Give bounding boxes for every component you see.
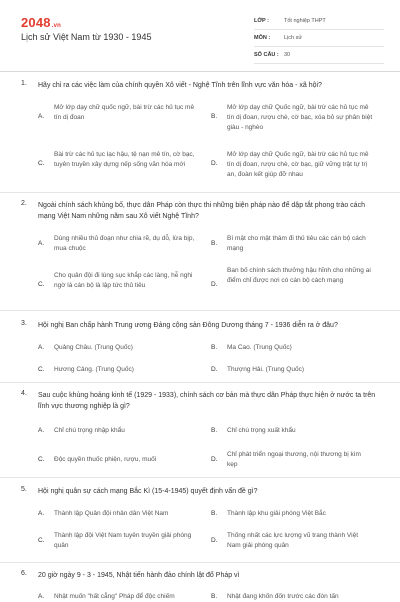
option-letter: D. xyxy=(211,160,218,167)
option-letter: C. xyxy=(38,160,45,167)
question-number: 6. xyxy=(21,570,27,577)
page-header xyxy=(0,0,400,66)
question-separator xyxy=(0,192,400,193)
meta-row-count xyxy=(254,47,384,64)
option-letter: B. xyxy=(211,113,218,120)
option-text: Chỉ chú trọng nhập khẩu xyxy=(54,427,125,434)
question-separator xyxy=(0,562,400,563)
question-text: Sau cuộc khủng hoảng kinh tế (1929 - 1933), chính sách cơ bản mà thực dân Pháp thực hiện ở nước ta trên lĩnh vực thương nghiệp là gì? xyxy=(38,392,376,410)
option-letter: A. xyxy=(38,344,45,351)
option-text: Chỉ chú trọng xuất khẩu xyxy=(227,427,296,434)
option-text: Ma Cao. (Trung Quốc) xyxy=(227,344,292,351)
option-text: Thành lập Quân đội nhân dân Việt Nam xyxy=(54,510,169,517)
question-separator xyxy=(0,310,400,311)
header-divider xyxy=(0,71,400,72)
option-text: Thành lập đội Việt Nam tuyên truyền giải phóng quân xyxy=(54,532,192,549)
question-text: Hãy chỉ ra các việc làm của chính quyền Xô viết - Nghệ Tĩnh trên lĩnh vực văn hóa - xã hội? xyxy=(38,82,322,89)
option-text: Hương Cảng. (Trung Quốc) xyxy=(54,366,134,373)
question-text: Hội nghị quân sự cách mạng Bắc Kì (15-4-1945) quyết định vấn đề gì? xyxy=(38,488,258,495)
option-text: Mở lớp dạy chữ Quốc ngữ, bài trừ các hủ tục mê tín dị đoan, rượu chè, cờ bạc, giữ vững trật tự trị an, đoàn kết giúp đỡ nhau xyxy=(227,151,369,178)
question-number: 3. xyxy=(21,320,27,327)
option-text: Chỉ phát triển ngoại thương, nội thương bị kìm kẹp xyxy=(227,451,361,468)
question-separator xyxy=(0,477,400,478)
option-letter: A. xyxy=(38,593,45,600)
option-text: Ban bố chính sách thưởng hậu hĩnh cho những ai điểm chỉ được nơi có cán bộ cách mạng xyxy=(227,267,371,284)
document-title: Lịch sử Việt Nam từ 1930 - 1945 xyxy=(21,32,152,42)
site-logo[interactable] xyxy=(21,15,61,30)
option-letter: C. xyxy=(38,537,45,544)
option-text: Độc quyền thuốc phiện, rượu, muối xyxy=(54,456,157,463)
question-separator xyxy=(0,382,400,383)
question-number: 1. xyxy=(21,80,27,87)
option-letter: B. xyxy=(211,593,218,600)
option-letter: D. xyxy=(211,366,218,373)
meta-value: Lịch sử xyxy=(284,35,303,41)
option-letter: C. xyxy=(38,456,45,463)
option-text: Nhật đang khốn đốn trước các đòn tấn xyxy=(227,593,339,600)
option-letter: B. xyxy=(211,510,218,517)
option-letter: D. xyxy=(211,537,218,544)
option-letter: D. xyxy=(211,456,218,463)
question-text: 20 giờ ngày 9 - 3 - 1945, Nhật tiến hành đảo chính lật đổ Pháp vì xyxy=(38,572,240,579)
meta-value: 30 xyxy=(284,52,291,58)
option-letter: C. xyxy=(38,366,45,373)
question-number: 2. xyxy=(21,200,27,207)
option-letter: A. xyxy=(38,510,45,517)
question-text: Ngoài chính sách khủng bố, thực dân Pháp còn thực thi những biện pháp nào để dập tắt phong trào cách mạng Việt Nam những năm sau Xô viết Nghệ Tĩnh? xyxy=(38,202,365,220)
meta-row-class xyxy=(254,13,384,30)
option-letter: B. xyxy=(211,240,218,247)
option-letter: A. xyxy=(38,113,45,120)
option-text: Thành lập khu giải phóng Việt Bắc xyxy=(227,510,326,517)
option-text: Mở lớp dạy chữ quốc ngữ, bài trừ các hủ tục mê tín dị đoan xyxy=(54,104,195,121)
meta-table xyxy=(254,13,384,64)
option-text: Bài trừ các hủ tục lạc hậu, tệ nạn mê tín, cờ bạc, tuyên truyền xây dựng nếp sống văn hóa mới xyxy=(54,151,195,168)
option-text: Quảng Châu. (Trung Quốc) xyxy=(54,344,133,351)
meta-value: Tốt nghiệp THPT xyxy=(284,18,326,24)
meta-key: SỐ CÂU : xyxy=(254,52,279,58)
option-text: Bí mật cho mật thám đi thủ tiêu các cán bộ cách mạng xyxy=(227,235,366,252)
option-text: Mở lớp dạy chữ Quốc ngữ, bài trừ các hủ tục mê tín dị đoan, rượu chè, cờ bạc, xóa bỏ sự phân biệt giàu - nghèo xyxy=(227,104,373,131)
option-text: Cho quân đội đi lùng sục khắp các làng, hễ nghi ngờ là cán bộ là lập tức thủ tiêu xyxy=(54,272,193,289)
option-letter: B. xyxy=(211,344,218,351)
question-text: Hội nghị Ban chấp hành Trung ương Đảng cộng sản Đông Dương tháng 7 - 1936 diễn ra ở đâu? xyxy=(38,322,338,329)
question-number: 5. xyxy=(21,486,27,493)
logo-text: 2048 xyxy=(21,15,51,30)
option-text: Nhật muốn "hất cẳng" Pháp để độc chiếm xyxy=(54,593,175,600)
option-letter: A. xyxy=(38,427,45,434)
option-text: Thượng Hải. (Trung Quốc) xyxy=(227,366,305,373)
meta-key: LỚP : xyxy=(254,18,269,24)
logo-suffix: .vn xyxy=(51,23,62,29)
meta-row-subject xyxy=(254,30,384,47)
meta-key: MÔN : xyxy=(254,35,271,41)
option-text: Dùng nhiều thủ đoạn như chia rẽ, dụ dỗ, lừa bịp, mua chuộc xyxy=(54,235,195,252)
option-letter: B. xyxy=(211,427,218,434)
question-number: 4. xyxy=(21,390,27,397)
option-letter: C. xyxy=(38,281,45,288)
option-letter: A. xyxy=(38,240,45,247)
option-text: Thống nhất các lực lượng vũ trang thành Việt Nam giải phóng quân xyxy=(227,532,359,549)
option-letter: D. xyxy=(211,281,218,288)
